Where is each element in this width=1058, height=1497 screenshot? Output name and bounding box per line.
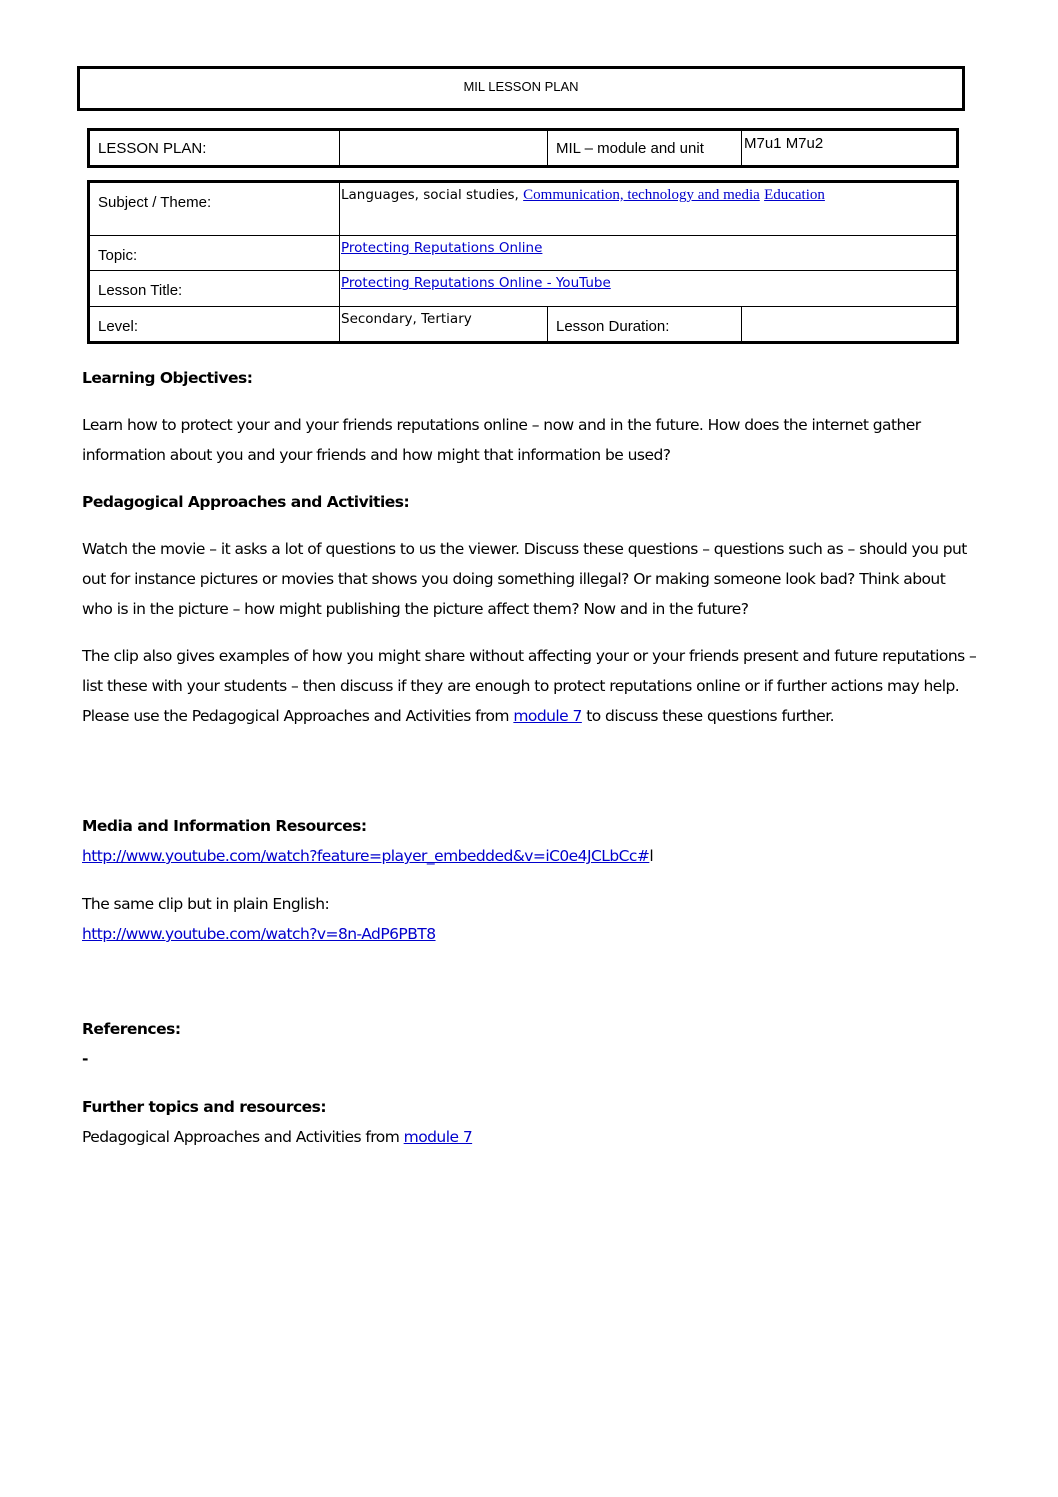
further-module-7-link[interactable]: module 7 [403,1128,473,1146]
pedagogical-paragraph-1: Watch the movie – it asks a lot of questions to us the viewer. Discuss these questions – questions such as – should you put out for instance pictures or movies that shows you doing something illegal? Or making someone look bad? Think about who is in the picture – how might publishing the picture affect them? Now and in the future? [82,540,967,618]
learning-objectives-text: Learn how to protect your and your friends reputations online – now and in the future. How does the internet gather information about you and your friends and how might that information be used? [82,416,921,464]
header-row [89,130,958,167]
document-title: MIL LESSON PLAN [77,66,965,111]
topic-row [89,236,958,271]
subject-label: Subject / Theme: [89,182,340,236]
further-heading: Further topics and resources: [82,1098,327,1116]
subject-text: Languages, social studies, [341,187,524,203]
subject-row [89,182,958,236]
level-value: Secondary, Tertiary [340,307,548,343]
subject-value [340,182,958,236]
lesson-plan-value [340,130,548,167]
duration-label: Lesson Duration: [548,307,742,343]
references-value: - [82,1050,88,1068]
topic-label: Topic: [89,236,340,271]
header-table [87,128,959,168]
lesson-title-link[interactable]: Protecting Reputations Online - YouTube [341,275,611,291]
learning-objectives-section [82,363,982,731]
topic-value [340,236,958,271]
topic-link[interactable]: Protecting Reputations Online [341,240,543,256]
info-table [87,180,959,344]
references-heading: References: [82,1020,181,1038]
media-resources-heading: Media and Information Resources: [82,817,367,835]
pedagogical-paragraph-2-tail: to discuss these questions further. [581,707,835,725]
pedagogical-heading: Pedagogical Approaches and Activities: [82,493,410,511]
further-section [82,1092,982,1152]
media-resources-section [82,811,982,949]
education-link[interactable]: Education [764,187,825,203]
duration-value [742,307,958,343]
lesson-title-value [340,271,958,307]
module-unit-value: M7u1 M7u2 [742,130,958,167]
level-row [89,307,958,343]
further-text [82,1122,982,1152]
media-link-1-line [82,841,982,871]
media-link-2-line [82,919,982,949]
plain-english-label: The same clip but in plain English: [82,895,330,913]
learning-objectives-heading: Learning Objectives: [82,369,253,387]
lesson-plan-label: LESSON PLAN: [89,130,340,167]
communication-technology-media-link[interactable]: Communication, technology and media [523,187,760,203]
lesson-title-row [89,271,958,307]
level-label: Level: [89,307,340,343]
further-text-label: Pedagogical Approaches and Activities from [82,1128,404,1146]
youtube-plain-english-link[interactable]: http://www.youtube.com/watch?v=8n-AdP6PBT8 [82,925,436,943]
youtube-embedded-link[interactable]: http://www.youtube.com/watch?feature=player_embedded&v=iC0e4JCLbCc# [82,847,650,865]
pedagogical-paragraph-2 [82,641,977,731]
references-section [82,1014,982,1074]
module-7-link[interactable]: module 7 [513,707,582,725]
module-unit-label: MIL – module and unit [548,130,742,167]
lesson-title-label: Lesson Title: [89,271,340,307]
pedagogical-paragraph-2-text: The clip also gives examples of how you might share without affecting your or your friends present and future reputations – list these with your students – then discuss if they are enough to protect reputations online or if further actions may help. Please use the Pedagogical Approaches and Activities from [82,647,977,725]
youtube-embedded-link-suffix: l [649,847,654,865]
